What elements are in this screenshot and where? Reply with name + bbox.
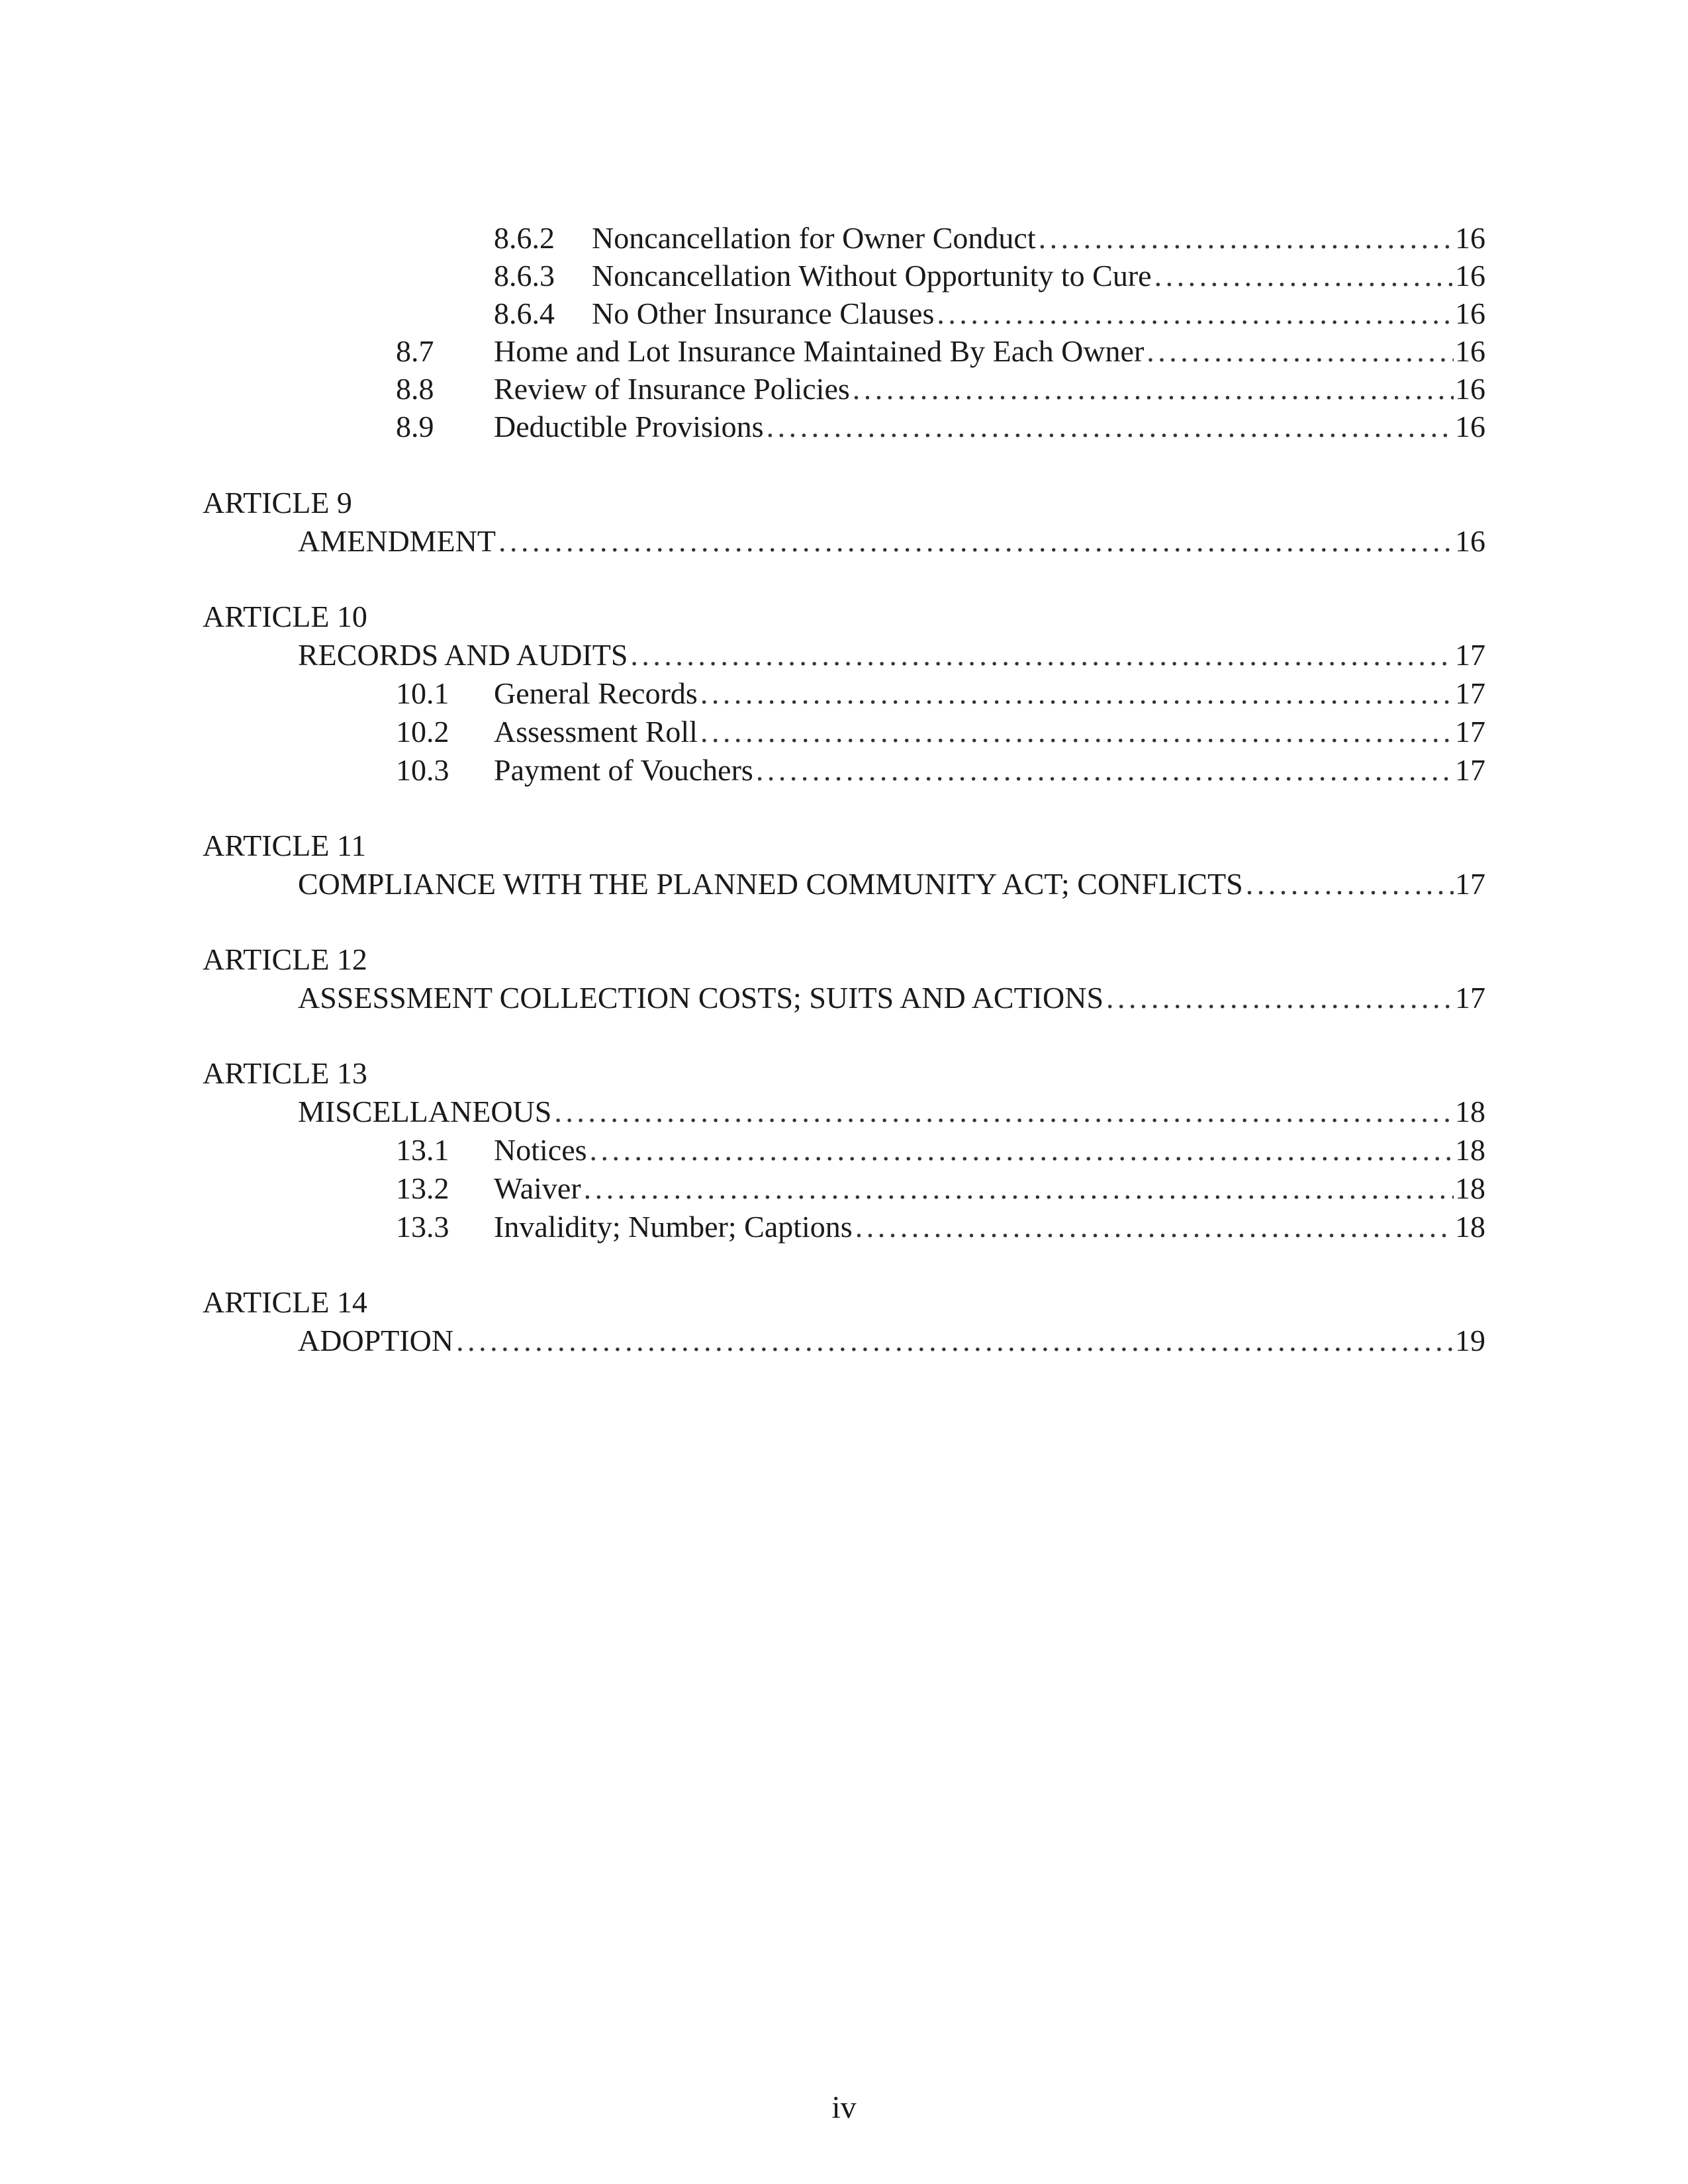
article-title: ASSESSMENT COLLECTION COSTS; SUITS AND ACTIONS xyxy=(298,981,1104,1015)
section-number: 10.3 xyxy=(396,753,449,787)
dot-leader xyxy=(1154,256,1454,296)
dot-leader xyxy=(1106,978,1454,1018)
page-ref: 17 xyxy=(1455,867,1485,901)
dot-leader xyxy=(456,1321,1454,1361)
toc-entry-13-1 xyxy=(0,1130,1688,1170)
section-title: Waiver xyxy=(494,1171,581,1205)
dot-leader xyxy=(1147,332,1454,371)
toc-article-title xyxy=(0,978,1688,1018)
section-number: 8.8 xyxy=(396,372,434,406)
article-heading: ARTICLE 12 xyxy=(203,942,367,976)
toc-entry-8-6-3 xyxy=(0,256,1688,296)
article-title: ADOPTION xyxy=(298,1324,454,1357)
toc-article-title xyxy=(0,522,1688,561)
article-title: MISCELLANEOUS xyxy=(298,1095,552,1128)
section-title: Assessment Roll xyxy=(494,715,698,749)
article-heading: ARTICLE 9 xyxy=(203,486,352,520)
toc-entry-10-1 xyxy=(0,674,1688,713)
dot-leader xyxy=(590,1130,1454,1170)
page-ref: 16 xyxy=(1455,524,1485,558)
section-number: 10.2 xyxy=(396,715,449,749)
section-number: 8.6.2 xyxy=(494,221,555,255)
page-ref: 19 xyxy=(1455,1324,1485,1357)
dot-leader xyxy=(1246,864,1454,904)
page-ref: 16 xyxy=(1455,221,1485,255)
page-ref: 17 xyxy=(1455,753,1485,787)
toc-entry-8-6-4 xyxy=(0,294,1688,334)
toc-entry-8-8 xyxy=(0,369,1688,409)
page-ref: 17 xyxy=(1455,715,1485,749)
section-number: 8.9 xyxy=(396,410,434,443)
toc-article-title xyxy=(0,1092,1688,1132)
toc-article-title xyxy=(0,1321,1688,1361)
dot-leader xyxy=(1039,218,1454,258)
dot-leader xyxy=(630,635,1454,675)
page-ref: 17 xyxy=(1455,981,1485,1015)
article-title: RECORDS AND AUDITS xyxy=(298,638,628,672)
page-ref: 18 xyxy=(1455,1210,1485,1244)
page-number: iv xyxy=(831,2090,857,2125)
toc-entry-10-3 xyxy=(0,751,1688,790)
dot-leader xyxy=(855,1207,1454,1247)
page-ref: 18 xyxy=(1455,1133,1485,1167)
article-title: COMPLIANCE WITH THE PLANNED COMMUNITY ACT; CONFLICTS xyxy=(298,867,1243,901)
dot-leader xyxy=(853,369,1454,409)
dot-leader xyxy=(584,1169,1454,1208)
toc-entry-8-6-2 xyxy=(0,218,1688,258)
dot-leader xyxy=(767,407,1454,447)
page-ref: 18 xyxy=(1455,1095,1485,1128)
article-heading: ARTICLE 14 xyxy=(203,1285,367,1319)
section-title: Noncancellation for Owner Conduct xyxy=(592,221,1036,255)
page-ref: 18 xyxy=(1455,1171,1485,1205)
section-title: Invalidity; Number; Captions xyxy=(494,1210,853,1244)
section-number: 8.6.3 xyxy=(494,259,555,293)
page-ref: 16 xyxy=(1455,334,1485,368)
page-ref: 17 xyxy=(1455,676,1485,710)
section-number: 13.1 xyxy=(396,1133,449,1167)
toc-entry-8-7 xyxy=(0,332,1688,371)
dot-leader xyxy=(554,1092,1454,1132)
article-title: AMENDMENT xyxy=(298,524,496,558)
section-number: 10.1 xyxy=(396,676,449,710)
article-heading: ARTICLE 11 xyxy=(203,829,367,862)
toc-entry-10-2 xyxy=(0,712,1688,752)
toc-entry-13-2 xyxy=(0,1169,1688,1208)
section-title: Deductible Provisions xyxy=(494,410,764,443)
dot-leader xyxy=(937,294,1454,334)
section-title: General Records xyxy=(494,676,698,710)
dot-leader xyxy=(756,751,1454,790)
section-title: No Other Insurance Clauses xyxy=(592,296,935,330)
toc-entry-8-9 xyxy=(0,407,1688,447)
section-title: Payment of Vouchers xyxy=(494,753,753,787)
toc-article-title xyxy=(0,864,1688,904)
page-ref: 16 xyxy=(1455,372,1485,406)
section-number: 13.3 xyxy=(396,1210,449,1244)
page-ref: 17 xyxy=(1455,638,1485,672)
dot-leader xyxy=(700,712,1454,752)
section-title: Notices xyxy=(494,1133,587,1167)
page-ref: 16 xyxy=(1455,259,1485,293)
section-title: Review of Insurance Policies xyxy=(494,372,850,406)
section-number: 8.6.4 xyxy=(494,296,555,330)
article-heading: ARTICLE 13 xyxy=(203,1056,367,1090)
page-ref: 16 xyxy=(1455,410,1485,443)
section-title: Home and Lot Insurance Maintained By Each Owner xyxy=(494,334,1145,368)
toc-article-title xyxy=(0,635,1688,675)
section-number: 8.7 xyxy=(396,334,434,368)
article-heading: ARTICLE 10 xyxy=(203,600,367,633)
toc-entry-13-3 xyxy=(0,1207,1688,1247)
dot-leader xyxy=(700,674,1454,713)
section-number: 13.2 xyxy=(396,1171,449,1205)
dot-leader xyxy=(498,522,1454,561)
section-title: Noncancellation Without Opportunity to Cure xyxy=(592,259,1152,293)
page-ref: 16 xyxy=(1455,296,1485,330)
